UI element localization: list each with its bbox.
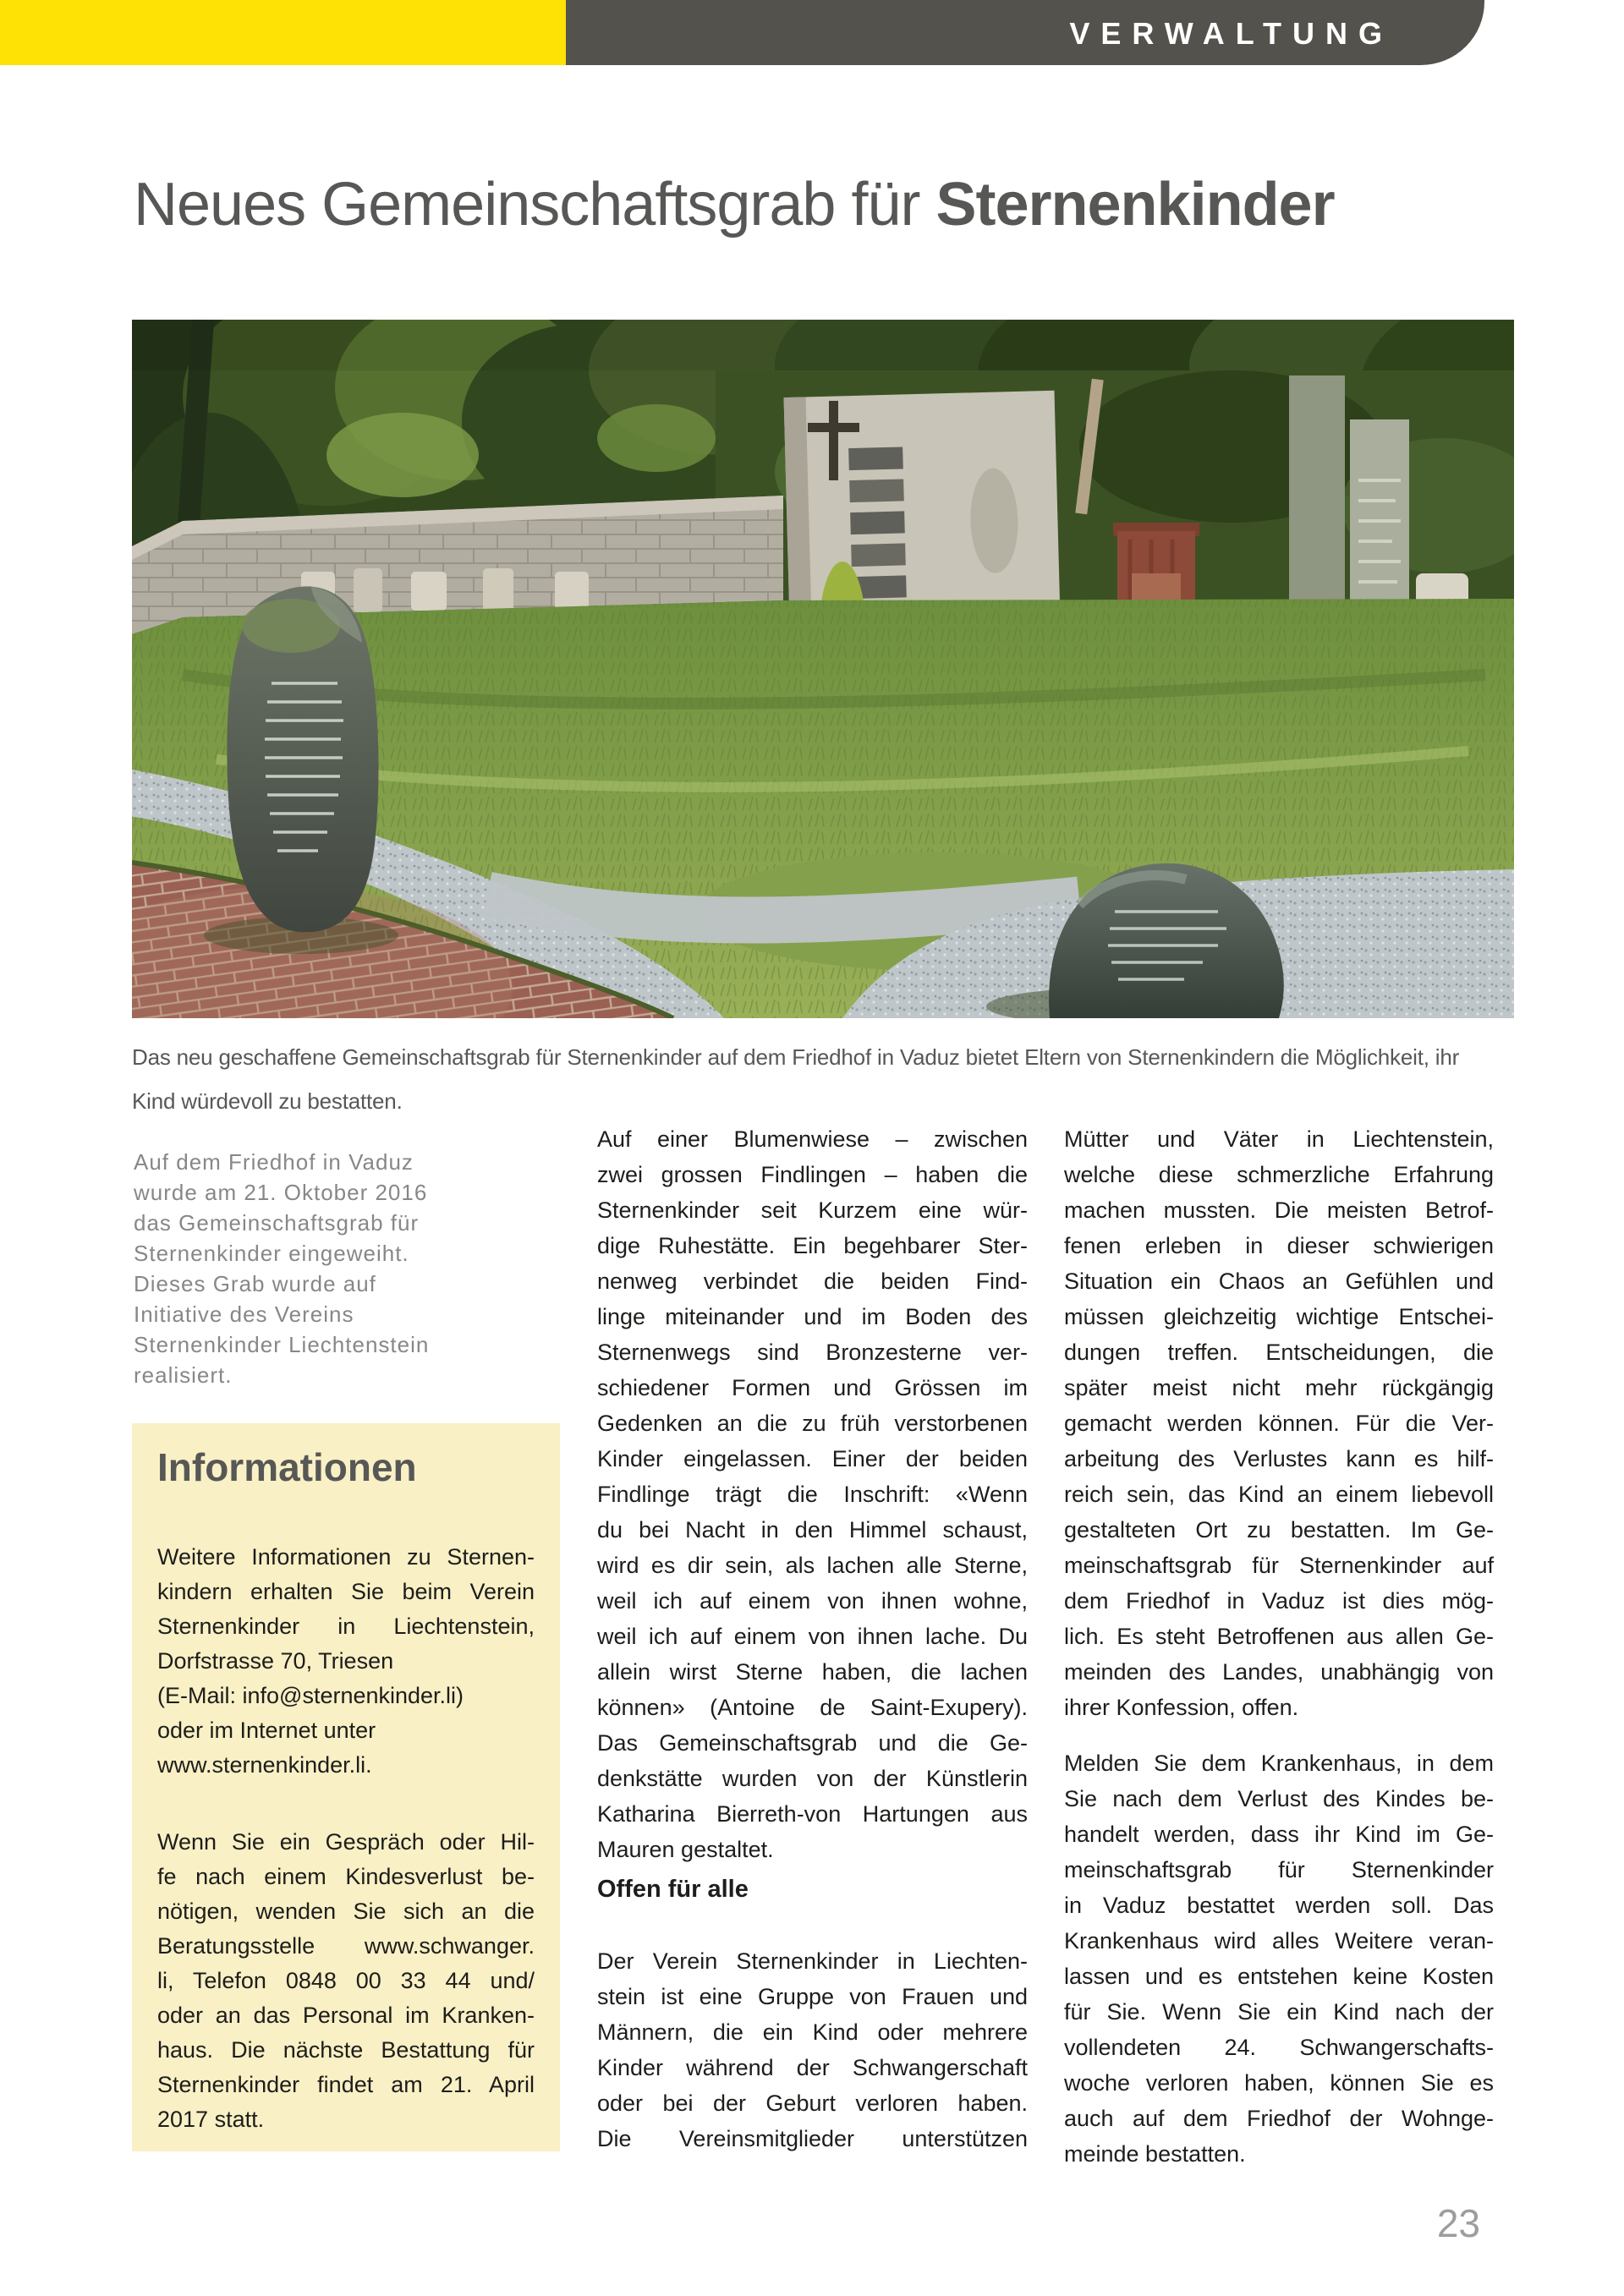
- text-line: Melden Sie dem Krankenhaus, in dem: [1064, 1751, 1494, 1776]
- text-line: Auf einer Blumenwiese – zwischen: [597, 1126, 1028, 1152]
- text-line: dem Friedhof in Vaduz ist dies mög-: [1064, 1588, 1494, 1614]
- text-line: schiedener Formen und Grössen im: [597, 1375, 1028, 1400]
- text-line: Sternenkinder seit Kurzem eine wür-: [597, 1197, 1028, 1223]
- text-line: dungen treffen. Entscheidungen, die: [1064, 1340, 1494, 1365]
- text-line: gestalteten Ort zu bestatten. Im Ge-: [1064, 1517, 1494, 1543]
- info-box-paragraph-2: [157, 1825, 535, 2137]
- text-line: Initiative des Vereins: [134, 1301, 354, 1327]
- text-line: das Gemeinschaftsgrab für: [134, 1210, 420, 1236]
- text-line: Sternenkinder in Liechtenstein,: [157, 1614, 535, 1639]
- column-3-paragraph-1: [1064, 1121, 1494, 1725]
- text-line: Beratungsstelle www.schwanger.: [157, 1933, 535, 1959]
- text-line: lassen und es entstehen keine Kosten: [1064, 1964, 1494, 1989]
- header-yellow-bar: [0, 0, 566, 65]
- text-line: Mütter und Väter in Liechtenstein,: [1064, 1126, 1494, 1152]
- text-line: Die Vereinsmitglieder unterstützen: [597, 2126, 1028, 2151]
- text-line: fenen erleben in dieser schwierigen: [1064, 1233, 1494, 1258]
- text-line: meinschaftsgrab für Sternenkinder auf: [1064, 1553, 1494, 1578]
- text-line: Wenn Sie ein Gespräch oder Hil-: [157, 1829, 535, 1855]
- text-line: in Vaduz bestattet werden soll. Das: [1064, 1893, 1494, 1918]
- text-line: dige Ruhestätte. Ein begehbarer Ster-: [597, 1233, 1028, 1258]
- text-line: zwei grossen Findlingen – haben die: [597, 1162, 1028, 1187]
- lead-paragraph: [134, 1147, 561, 1390]
- text-line: Männern, die ein Kind oder mehrere: [597, 2019, 1028, 2045]
- text-line: linge miteinander und im Boden des: [597, 1304, 1028, 1329]
- text-line: www.sternenkinder.li.: [157, 1752, 372, 1778]
- text-line: müssen gleichzeitig wichtige Entschei-: [1064, 1304, 1494, 1329]
- text-line: Kinder eingelassen. Einer der beiden: [597, 1446, 1028, 1471]
- header-section-bar: [566, 0, 1484, 65]
- section-label: VERWALTUNG: [1069, 16, 1393, 51]
- page-title: [134, 173, 1335, 237]
- text-line: Krankenhaus wird alles Weitere veran-: [1064, 1928, 1494, 1954]
- column-3-paragraph-2: [1064, 1745, 1494, 2172]
- text-line: Findlinge trägt die Inschrift: «Wenn: [597, 1482, 1028, 1507]
- text-line: meinden des Landes, unabhängig von: [1064, 1659, 1494, 1685]
- text-line: woche verloren haben, können Sie es: [1064, 2070, 1494, 2096]
- text-line: Kinder während der Schwangerschaft: [597, 2055, 1028, 2080]
- text-line: vollendeten 24. Schwangerschafts-: [1064, 2035, 1494, 2060]
- text-line: du bei Nacht in den Himmel schaust,: [597, 1517, 1028, 1543]
- text-line: oder bei der Geburt verloren haben.: [597, 2091, 1028, 2116]
- text-line: auch auf dem Friedhof der Wohnge-: [1064, 2106, 1494, 2131]
- text-line: stein ist eine Gruppe von Frauen und: [597, 1984, 1028, 2009]
- text-line: oder im Internet unter: [157, 1718, 376, 1743]
- text-line: Dieses Grab wurde auf: [134, 1271, 376, 1296]
- text-line: fe nach einem Kindesverlust be-: [157, 1864, 535, 1889]
- article-photo: [132, 320, 1514, 1018]
- text-line: li, Telefon 0848 00 33 44 und/: [157, 1968, 535, 1993]
- text-line: machen mussten. Die meisten Betrof-: [1064, 1197, 1494, 1223]
- text-line: Katharina Bierreth-von Hartungen aus: [597, 1801, 1028, 1827]
- info-box-paragraph-1: [157, 1540, 535, 1783]
- text-line: realisiert.: [134, 1362, 233, 1388]
- text-line: handelt werden, dass ihr Kind im Ge-: [1064, 1822, 1494, 1847]
- text-line: Auf dem Friedhof in Vaduz: [134, 1149, 414, 1175]
- text-line: allein wirst Sterne haben, die lachen: [597, 1659, 1028, 1685]
- text-line: meinde bestatten.: [1064, 2141, 1246, 2167]
- page-title-regular: Neues Gemeinschaftsgrab für: [134, 171, 936, 238]
- text-line: für Sie. Wenn Sie ein Kind nach der: [1064, 1999, 1494, 2025]
- text-line: Sternenkinder findet am 21. April: [157, 2072, 535, 2097]
- page-title-bold: Sternenkinder: [935, 171, 1335, 238]
- text-line: nötigen, wenden Sie sich an die: [157, 1899, 535, 1924]
- text-line: nenweg verbindet die beiden Find-: [597, 1269, 1028, 1294]
- column-2-paragraph-2: [597, 1943, 1028, 2156]
- text-line: Das Gemeinschaftsgrab und die Ge-: [597, 1730, 1028, 1756]
- text-line: wurde am 21. Oktober 2016: [134, 1180, 428, 1205]
- text-line: reich sein, das Kind an einem liebevoll: [1064, 1482, 1494, 1507]
- text-line: Das neu geschaffene Gemeinschaftsgrab für Sternenkinder auf dem Friedhof in Vaduz bietet Eltern von Sternenkindern die Möglichkeit, ihr: [132, 1044, 1460, 1070]
- text-line: Gedenken an die zu früh verstorbenen: [597, 1411, 1028, 1436]
- text-line: wird es dir sein, als lachen alle Sterne,: [597, 1553, 1028, 1578]
- text-line: welche diese schmerzliche Erfahrung: [1064, 1162, 1494, 1187]
- column-2-paragraph-1: [597, 1121, 1028, 1867]
- photo-vignette: [132, 320, 1514, 370]
- cemetery-scene: [132, 320, 1514, 1018]
- text-line: Kind würdevoll zu bestatten.: [132, 1088, 403, 1114]
- text-line: Sternenkinder eingeweiht.: [134, 1241, 409, 1266]
- text-line: haus. Die nächste Bestattung für: [157, 2037, 535, 2063]
- text-line: Sie nach dem Verlust des Kindes be-: [1064, 1786, 1494, 1811]
- text-line: weil ich auf einem von ihnen wohne,: [597, 1588, 1028, 1614]
- info-box: [132, 1423, 560, 2151]
- text-line: 2017 statt.: [157, 2107, 265, 2132]
- text-line: Sternenwegs sind Bronzesterne ver-: [597, 1340, 1028, 1365]
- text-line: lich. Es steht Betroffenen aus allen Ge-: [1064, 1624, 1494, 1649]
- text-line: kindern erhalten Sie beim Verein: [157, 1579, 535, 1604]
- text-line: gemacht werden können. Für die Ver-: [1064, 1411, 1494, 1436]
- page-number: 23: [1436, 2201, 1480, 2245]
- info-box-title: Informationen: [157, 1445, 417, 1489]
- text-line: (E-Mail: info@sternenkinder.li): [157, 1683, 464, 1708]
- text-line: arbeitung des Verlustes kann es hilf-: [1064, 1446, 1494, 1471]
- text-line: denkstätte wurden von der Künstlerin: [597, 1766, 1028, 1791]
- text-line: Mauren gestaltet.: [597, 1837, 774, 1862]
- text-line: später meist nicht mehr rückgängig: [1064, 1375, 1494, 1400]
- text-line: Situation ein Chaos an Gefühlen und: [1064, 1269, 1494, 1294]
- photo-caption: [132, 1035, 1536, 1123]
- subheading-offen-fuer-alle: Offen für alle: [597, 1876, 749, 1903]
- text-line: Weitere Informationen zu Sternen-: [157, 1544, 535, 1570]
- text-line: können» (Antoine de Saint-Exupery).: [597, 1695, 1028, 1720]
- text-line: oder an das Personal im Kranken-: [157, 2003, 535, 2028]
- text-line: meinschaftsgrab für Sternenkinder: [1064, 1857, 1494, 1882]
- text-line: Dorfstrasse 70, Triesen: [157, 1648, 394, 1674]
- text-line: ihrer Konfession, offen.: [1064, 1695, 1299, 1720]
- text-line: weil ich auf einem von ihnen lache. Du: [597, 1624, 1028, 1649]
- text-line: Sternenkinder Liechtenstein: [134, 1332, 430, 1357]
- text-line: Der Verein Sternenkinder in Liechten-: [597, 1948, 1028, 1974]
